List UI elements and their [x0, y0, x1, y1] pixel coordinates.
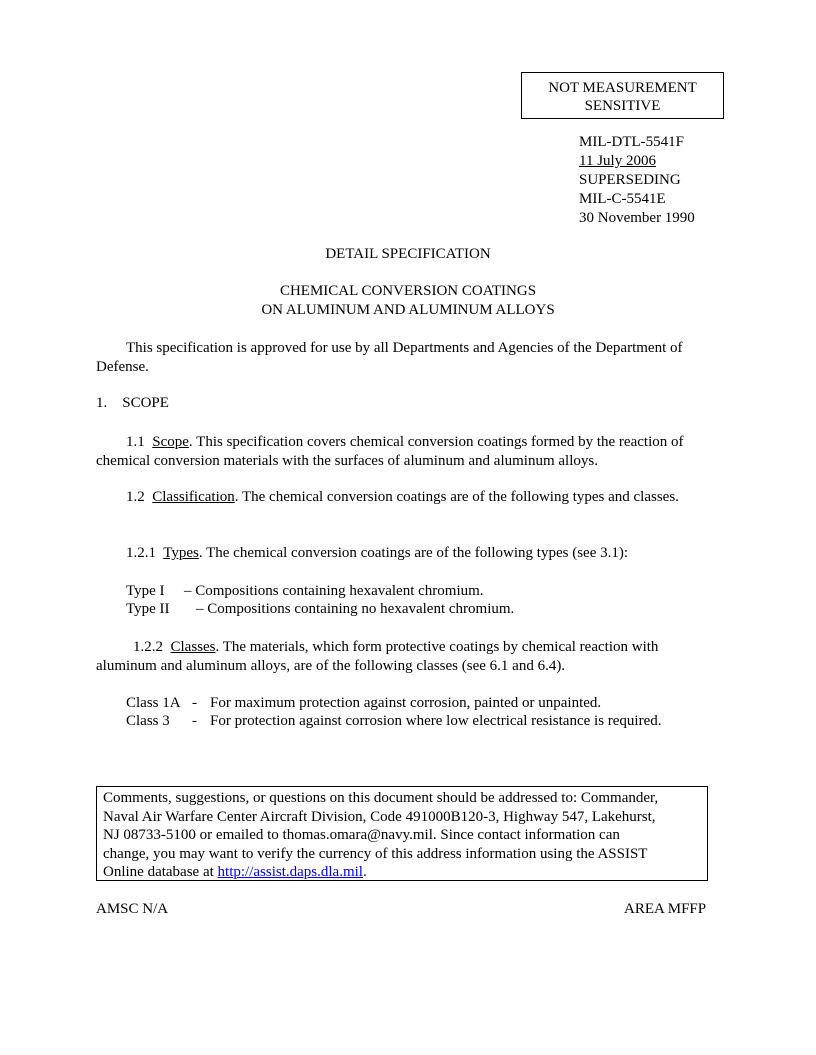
- doc-date: 11 July 2006: [579, 153, 656, 169]
- measurement-box-line1: NOT MEASUREMENT: [548, 80, 697, 96]
- superseding-label: SUPERSEDING: [579, 172, 681, 188]
- superseded-date: 30 November 1990: [579, 210, 695, 226]
- para-1-1-text: . This specification covers chemical conversion coatings formed by the reaction of chemical conversion materials with the surfaces of aluminum and aluminum alloys.: [96, 434, 684, 469]
- list-item: [126, 582, 514, 600]
- para-1-2-number: 1.2: [126, 489, 145, 505]
- type-description: – Compositions containing no hexavalent chromium.: [196, 601, 515, 617]
- list-item: [126, 694, 662, 712]
- class-label: Class 3: [126, 713, 170, 729]
- paragraph-1-2: [96, 488, 696, 507]
- type-label: Type II: [126, 601, 170, 617]
- class-dash: -: [192, 695, 197, 711]
- comments-line1: Comments, suggestions, or questions on this document should be addressed to: Commander,: [103, 790, 659, 806]
- para-1-1-number: 1.1: [126, 434, 145, 450]
- para-1-2-2-number: 1.2.2: [133, 639, 163, 655]
- comments-line5-suffix: .: [362, 864, 367, 880]
- section-1-title: SCOPE: [122, 395, 169, 411]
- para-1-2-2-title: Classes: [170, 639, 216, 655]
- comments-box: [96, 786, 708, 881]
- class-description: For maximum protection against corrosion, painted or unpainted.: [210, 695, 602, 711]
- type-label: Type I: [126, 583, 165, 599]
- para-1-2-title: Classification: [152, 489, 235, 505]
- section-1-number: 1.: [96, 395, 108, 411]
- footer-amsc: AMSC N/A: [96, 901, 169, 917]
- class-label: Class 1A: [126, 695, 181, 711]
- document-identification: [579, 133, 695, 228]
- paragraph-1-2-2: [96, 638, 716, 676]
- title-line1: CHEMICAL CONVERSION COATINGS: [279, 283, 537, 299]
- comments-line4: change, you may want to verify the currency of this address information using the ASSIST: [103, 845, 648, 862]
- type-description: – Compositions containing hexavalent chromium.: [184, 583, 484, 599]
- classes-list: [126, 694, 662, 730]
- para-1-2-2-text: . The materials, which form protective coatings by chemical reaction with aluminum and aluminum alloys, are of the following classes (see 6.1 and 6.4).: [96, 639, 659, 674]
- title-line2: ON ALUMINUM AND ALUMINUM ALLOYS: [261, 302, 555, 318]
- approval-statement: This specification is approved for use by all Departments and Agencies of the Department of Defense.: [96, 340, 683, 375]
- spec-type-heading: DETAIL SPECIFICATION: [325, 246, 491, 262]
- measurement-sensitivity-box: [521, 72, 724, 119]
- list-item: [126, 712, 662, 730]
- measurement-box-line2: SENSITIVE: [584, 98, 661, 114]
- comments-line5: [103, 863, 701, 882]
- doc-number: MIL-DTL-5541F: [579, 134, 684, 150]
- comments-line3: NJ 08733-5100 or emailed to thomas.omara@navy.mil. Since contact information can: [103, 827, 620, 843]
- comments-line2: Naval Air Warfare Center Aircraft Division, Code 491000B120-3, Highway 547, Lakehurst,: [103, 808, 656, 825]
- class-dash: -: [192, 713, 197, 729]
- para-1-2-1-number: 1.2.1: [126, 545, 156, 561]
- assist-database-link[interactable]: http://assist.daps.dla.mil: [217, 864, 363, 880]
- class-description: For protection against corrosion where low electrical resistance is required.: [210, 713, 662, 729]
- para-1-2-1-text: . The chemical conversion coatings are of the following types (see 3.1):: [198, 545, 629, 561]
- para-1-2-text: . The chemical conversion coatings are of the following types and classes.: [234, 489, 679, 505]
- superseded-number: MIL-C-5541E: [579, 191, 666, 207]
- para-1-1-title: Scope: [152, 434, 189, 450]
- comments-line5-prefix: Online database at: [103, 864, 218, 880]
- footer-area: AREA MFFP: [624, 901, 707, 917]
- section-1-heading: [96, 395, 169, 412]
- types-list: [126, 582, 514, 618]
- list-item: [126, 600, 514, 618]
- paragraph-1-2-1: [96, 544, 736, 563]
- paragraph-1-1: [96, 433, 736, 471]
- para-1-2-1-title: Types: [163, 545, 199, 561]
